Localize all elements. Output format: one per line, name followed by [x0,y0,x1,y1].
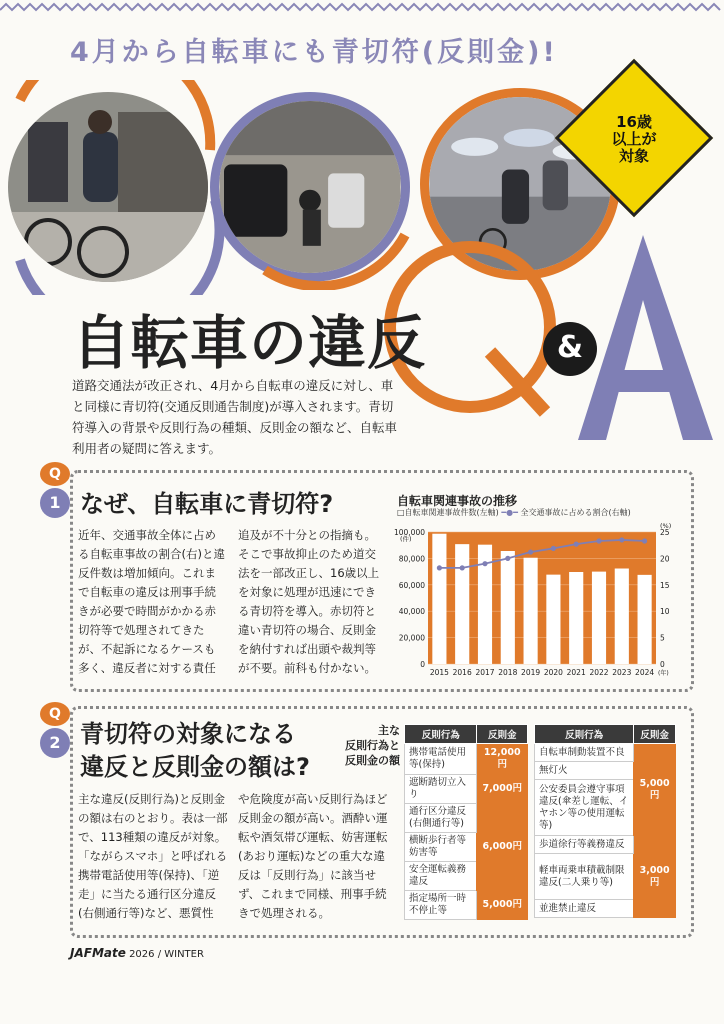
table-row [405,804,528,833]
y-left-tick-label: 60,000 [398,580,425,590]
y-left-tick-label: 80,000 [398,554,425,564]
y-left-tick-label: 100,000 [393,528,425,537]
line-point [528,549,533,554]
amount-cell: 5,000円 [477,891,528,920]
table-row [535,836,676,854]
bar [546,575,560,664]
line-point [482,561,487,566]
x-tick-label: 2019 [521,668,541,677]
fines-table-1 [404,724,528,920]
bar [615,569,629,664]
q2-badge [40,702,70,758]
q1-column-2: 追及が不十分との指摘も。そこで事故抑止のため道交法を一部改正し、16歳以上を対象に処理が迅速にできる青切符を導入。赤切符と違い青切符の場合、反則金を納付すれば出頭や裁判等が不要。前科も付かない。 [238,528,380,675]
act-cell: 並進禁止違反 [535,900,634,918]
line-point [460,565,465,570]
y-right-tick-label: 25 [660,528,670,537]
y-right-tick-label: 20 [660,554,670,564]
q1-badge [40,462,70,518]
legend-line-marker: ━●━ [501,508,518,517]
act-cell: 軽車両乗車積載制限違反(二人乗り等) [535,854,634,900]
line-point [551,546,556,551]
badge-line-2: 以上が [611,130,657,148]
amount-cell: 6,000円 [477,804,528,891]
q2-column-1: 主な違反(反則行為)と反則金の額は右のとおり。表は一部で、113種類の違反が対象。「ながらスマホ」と呼ばれる携帯電話使用等(保持)、「逆走」に当たる通行区分違反(右側通行等)など、悪質性 [78,792,228,920]
act-cell: 自転車制動装置不良 [535,744,634,762]
x-tick-label: 2015 [429,668,449,677]
line-point [437,565,442,570]
y-right-tick-label: 0 [660,660,665,669]
amount-cell: 3,000円 [634,836,676,918]
x-unit: (年) [658,670,669,677]
line-point [642,538,647,543]
y-left-tick-label: 40,000 [398,607,425,617]
amount-cell: 12,000円 [477,744,528,775]
chart-title: 自転車関連事故の推移 [397,494,518,508]
bar [638,575,652,664]
top-border-zigzag [0,0,724,14]
chart-legend [397,507,631,518]
act-cell: 歩道徐行等義務違反 [535,836,634,854]
x-tick-label: 2017 [475,668,495,677]
q2-title-line-1: 青切符の対象になる [80,720,296,748]
caption-line-3: 反則金の額 [345,754,400,767]
table1-header-amount: 反則金 [477,725,528,744]
x-tick-label: 2016 [452,668,472,677]
table-caption [336,723,400,768]
table-row [535,744,676,762]
table-row [405,775,528,804]
intro-paragraph: 道路交通法が改正され、4月から自転車の違反に対し、車と同様に青切符(交通反則通告制度)が導入されます。青切符導入の背景や反則行為の種類、反則金の額など、自転車利用者の疑問に答えます。 [72,378,398,456]
act-cell: 公安委員会遵守事項違反(傘差し運転、イヤホン等の使用運転等) [535,780,634,836]
caption-line-2: 反則行為と [345,739,400,752]
legend-bar-label: □自転車関連事故件数(左軸) [397,508,499,517]
q1-column-1: 近年、交通事故全体に占める自転車事故の割合(右)と違反件数は増加傾向。これまで自転車の違反は刑事手続きが必要で時間がかかる赤切符等で処理されてきたが、不起訴になるケースも多く、違反者に対する責任 [78,528,225,675]
act-cell: 携帯電話使用等(保持) [405,744,477,775]
table-row [405,744,528,775]
y-left-unit: (件) [400,535,412,543]
footer-brand: JAFMate [70,946,126,960]
amount-cell: 5,000円 [634,744,676,836]
table1-header-act: 反則行為 [405,725,477,744]
q-label: Q [40,462,70,486]
bar [524,558,538,664]
act-cell: 無灯火 [535,762,634,780]
x-tick-label: 2022 [589,668,609,677]
amount-cell: 7,000円 [477,775,528,804]
y-left-tick-label: 0 [420,660,425,669]
q2-number: 2 [40,728,70,758]
ampersand-circle: & [543,322,597,376]
q-label: Q [40,702,70,726]
bar [569,572,583,664]
act-cell: 遮断踏切立入り [405,775,477,804]
fines-table-2 [534,724,676,918]
y-right-tick-label: 15 [660,580,670,590]
badge-line-3: 対象 [618,147,649,165]
line-point [505,556,510,561]
caption-line-1: 主な [378,724,400,737]
y-right-unit: (%) [660,522,672,530]
bar [592,572,606,664]
photo-ring-left [0,80,230,295]
bar [455,544,469,664]
x-tick-label: 2024 [635,668,655,677]
x-tick-label: 2023 [612,668,632,677]
act-cell: 指定場所一時不停止等 [405,891,477,920]
line-point [574,542,579,547]
x-tick-label: 2020 [543,668,563,677]
q1-number: 1 [40,488,70,518]
age-badge-text [590,114,678,165]
legend-line-label: 全交通事故に占める割合(右軸) [520,508,631,517]
line-point [619,537,624,542]
bar [501,551,515,664]
q2-title-line-2: 違反と反則金の額は? [80,753,310,781]
act-cell: 通行区分違反(右側通行等) [405,804,477,833]
y-right-tick-label: 10 [660,607,670,617]
x-tick-label: 2021 [566,668,586,677]
q2-column-2: や危険度が高い反則行為ほど反則金の額が高い。酒酔い運転や酒気帯び運転、妨害運転(あおり運転)などの重大な違反は「反則行為」に該当せず、これまで同様、刑事手続きで処理される。 [238,792,388,920]
y-right-tick-label: 5 [660,633,665,643]
accident-chart [388,518,688,686]
line-point [596,538,601,543]
article-title: 自転車の違反 [72,309,427,377]
table2-header-act: 反則行為 [535,725,634,744]
table2-header-amount: 反則金 [634,725,676,744]
headline: 4月から自転車にも青切符(反則金)! [70,37,558,68]
q2-title [80,718,310,784]
q1-title: なぜ、自転車に青切符? [80,490,334,518]
y-left-tick-label: 20,000 [398,633,425,643]
act-cell: 安全運転義務違反 [405,862,477,891]
table-row [405,891,528,920]
badge-line-1: 16歳 [616,113,652,131]
bar [432,534,446,664]
x-tick-label: 2018 [498,668,518,677]
page-footer [70,946,204,960]
act-cell: 横断歩行者等妨害等 [405,833,477,862]
footer-issue: 2026 / WINTER [129,949,204,960]
